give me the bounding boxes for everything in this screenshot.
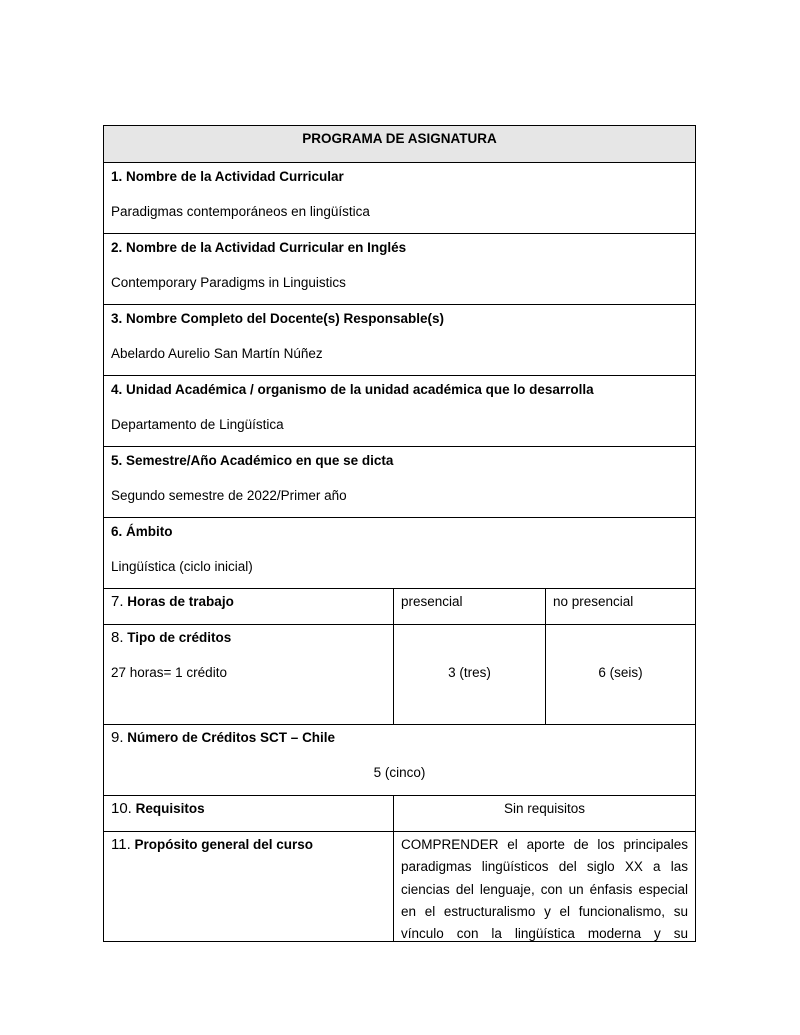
section-purpose [104,831,695,941]
section-value: Departamento de Lingüística [111,417,284,432]
section-value: Abelardo Aurelio San Martín Núñez [111,346,323,361]
column-presencial: presencial [394,589,546,624]
section-work-hours [104,588,695,624]
section-number: 7. [111,593,124,610]
purpose-line: vínculo con la lingüística moderna y su [401,926,688,942]
section-heading: Requisitos [135,801,205,816]
purpose-line: COMPRENDER el aporte de los principales [401,837,688,852]
section-value: Segundo semestre de 2022/Primer año [111,488,347,503]
section-credit-type [104,624,695,724]
section-heading: 3. Nombre Completo del Docente(s) Responsable(s) [111,311,445,326]
credit-presencial-value: 3 (tres) [448,665,491,680]
credit-type-label-cell [104,625,394,724]
credit-no-presencial-cell [546,625,695,724]
credit-presencial-cell [394,625,546,724]
purpose-text [394,832,695,941]
sct-value: 5 (cinco) [373,765,426,780]
section-heading: 1. Nombre de la Actividad Curricular [111,169,344,184]
section-academic-unit [104,375,695,446]
section-course-name [104,162,695,233]
section-heading: 4. Unidad Académica / organismo de la unidad académica que lo desarrolla [111,382,594,397]
section-course-name-english [104,233,695,304]
credit-note: 27 horas= 1 crédito [111,665,227,680]
course-program-table [103,125,696,942]
section-heading: 2. Nombre de la Actividad Curricular en Inglés [111,240,407,255]
section-heading: 5. Semestre/Año Académico en que se dicta [111,453,394,468]
section-number: 8. [111,629,124,646]
credit-no-presencial-value: 6 (seis) [598,665,643,680]
section-number: 9. [111,729,124,746]
work-hours-label-cell [104,589,394,624]
section-scope [104,517,695,588]
section-value: Paradigmas contemporáneos en lingüística [111,204,370,219]
section-semester [104,446,695,517]
section-heading: 6. Ámbito [111,524,173,539]
section-heading: Propósito general del curso [134,837,314,852]
section-heading: Número de Créditos SCT – Chile [127,730,336,745]
section-heading: Horas de trabajo [127,594,234,609]
purpose-line: paradigmas lingüísticos del siglo XX a las [401,859,688,875]
section-sct-credits [104,724,695,795]
requirements-label-cell [104,796,394,831]
column-no-presencial: no presencial [553,594,634,609]
section-value: Contemporary Paradigms in Linguistics [111,275,346,290]
section-number: 10. [111,800,132,817]
section-value: Lingüística (ciclo inicial) [111,559,253,574]
section-number: 11. [111,836,131,853]
section-heading: Tipo de créditos [127,630,232,645]
section-teacher [104,304,695,375]
section-requirements [104,795,695,831]
requirements-value: Sin requisitos [503,801,586,816]
purpose-line: en el estructuralismo y el funcionalismo, su [401,903,688,919]
table-title: PROGRAMA DE ASIGNATURA [104,126,695,162]
purpose-line: ciencias del lenguaje, con un énfasis especial [401,881,688,897]
purpose-label-cell [104,832,394,941]
